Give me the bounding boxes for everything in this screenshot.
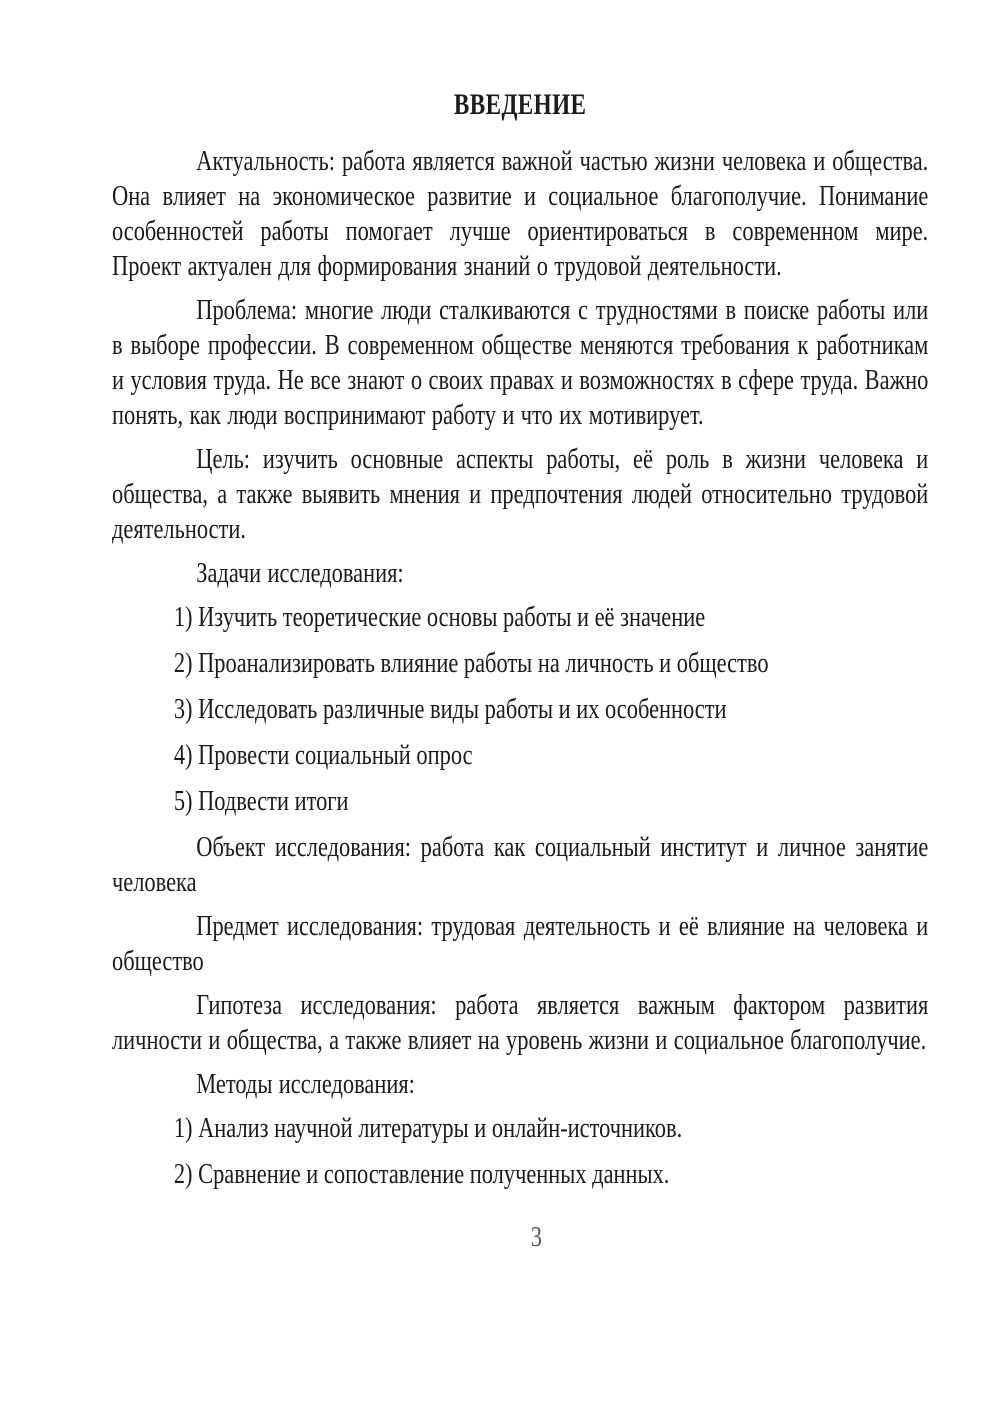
methods-heading: Методы исследования: [196, 1068, 415, 1100]
tasks-heading: Задачи исследования: [196, 557, 404, 589]
paragraph-research-subject: Предмет исследования: трудовая деятельность и её влияние на человека и общество [112, 910, 929, 977]
task-item-5: 5) Подвести итоги [173, 785, 349, 817]
task-item-4: 4) Провести социальный опрос [173, 739, 473, 771]
paragraph-relevance: Актуальность: работа является важной частью жизни человека и общества. Она влияет на экономическое развитие и социальное благополучие. Понимание особенностей работы помогает лучше ориентироваться в современном мире. Проект актуален для формирования знаний о трудовой деятельности. [112, 145, 929, 282]
task-item-2: 2) Проанализировать влияние работы на личность и общество [173, 647, 769, 679]
task-item-3: 3) Исследовать различные виды работы и их особенности [173, 693, 727, 725]
task-item-1: 1) Изучить теоретические основы работы и её значение [173, 601, 706, 633]
method-item-1: 1) Анализ научной литературы и онлайн-источников. [173, 1112, 683, 1144]
paragraph-goal: Цель: изучить основные аспекты работы, её роль в жизни человека и общества, а также выявить мнения и предпочтения людей относительно трудовой деятельности. [112, 443, 929, 545]
paragraph-problem: Проблема: многие люди сталкиваются с трудностями в поиске работы или в выборе профессии. В современном обществе меняются требования к работникам и условия труда. Не все знают о своих правах и возможностях в сфере труда. Важно понять, как люди воспринимают работу и что их мотивирует. [112, 294, 929, 431]
paragraph-hypothesis: Гипотеза исследования: работа является важным фактором развития личности и общества, а также влияет на уровень жизни и социальное благополучие. [112, 989, 929, 1056]
document-content [112, 87, 928, 1255]
paragraph-research-object: Объект исследования: работа как социальный институт и личное занятие человека [112, 831, 929, 898]
page-title: ВВЕДЕНИЕ [453, 88, 587, 121]
method-item-2: 2) Сравнение и сопоставление полученных данных. [173, 1158, 670, 1190]
page-number: 3 [530, 1221, 542, 1253]
